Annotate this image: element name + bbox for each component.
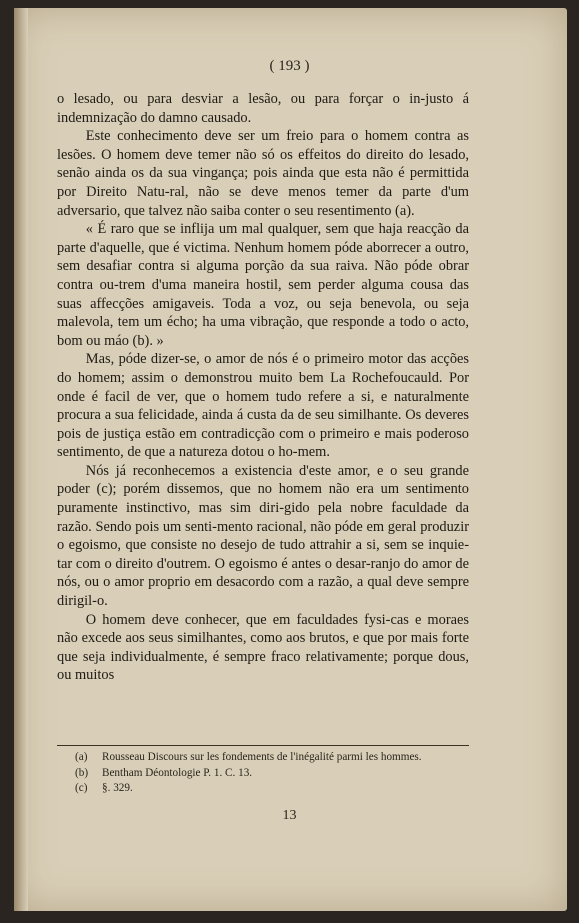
footnote-mark: (a) — [75, 751, 88, 763]
signature-mark: 13 — [282, 808, 297, 823]
body-text — [57, 90, 469, 685]
page-gutter — [14, 8, 28, 911]
page-number: ( 193 ) — [269, 58, 310, 74]
paragraph: o lesado, ou para desviar a lesão, ou para forçar o in-justo á indemnização do damno causado. — [57, 91, 469, 126]
footnotes — [57, 750, 469, 797]
paragraph: Nós já reconhecemos a existencia d'este amor, e o seu grande poder (c); porém dissemos, que no homem não era um sentimento puramente instinctivo, mas sim diri-gido pela nobre faculdade da razão. Sendo pois um senti-mento racional, não póde em geral produzir o egoismo, que consiste no desejo de tudo attrahir a si, sem se inquie-tar com o direito d'outrem. O egoismo é antes o desar-ranjo do amor de nós, ou o amor proprio em desacordo com a razão, a qual deve sempre dirigil-o. — [57, 462, 469, 610]
footnote-mark: (b) — [75, 766, 89, 779]
footnote — [57, 781, 469, 797]
paragraph: O homem deve conhecer, que em faculdades fysi-cas e moraes não excede aos seus similhantes, como aos brutos, e que por mais forte que seja individualmente, é sempre fraco relativamente; porque dous, ou muitos — [57, 611, 469, 684]
footnote-text: §. 329. — [102, 782, 133, 794]
paragraph: « É raro que se inflija um mal qualquer, sem que haja reacção da parte d'aquelle, que é victima. Nenhum homem póde aborrecer a outro, sem desafiar contra si alguma porção da sua raiva. Não póde obrar contra ou-trem d'uma maneira hostil, sem perder alguma cousa das suas affecções amigaveis. Toda a voz, ou seja benevola, ou seja malevola, tem um écho; ha uma vibração, que responde a todo o acto, bom ou máo (b). » — [57, 221, 469, 349]
paragraph: Mas, póde dizer-se, o amor de nós é o primeiro motor das acções do homem; assim o demonstrou muito bem La Rochefoucauld. Por onde é facil de ver, que o homem tudo refere a si, e naturalmente procura a sua felicidade, ainda á custa da de seu similhante. Os deveres pois de justiça estão em contradicção com o primeiro e mais poderoso sentimento, de que a natureza dotou o ho-mem. — [57, 351, 469, 461]
footnote-text: Bentham Déontologie P. 1. C. 13. — [102, 766, 253, 779]
footnote-text: Rousseau Discours sur les fondements de l'inégalité parmi les hommes. — [102, 751, 422, 763]
footnote — [57, 766, 469, 782]
footnote-mark: (c) — [75, 782, 88, 794]
paragraph: Este conhecimento deve ser um freio para o homem contra as lesões. O homem deve temer não só os effeitos do direito do lesado, senão ainda os da sua vingança; pois ainda que esta não é permittida por Direito Natu-ral, não se deve menos temer da parte d'um adversario, que talvez não saiba conter o seu resentimento (a). — [57, 128, 469, 219]
footnote — [57, 750, 469, 766]
footnote-rule — [57, 745, 469, 746]
